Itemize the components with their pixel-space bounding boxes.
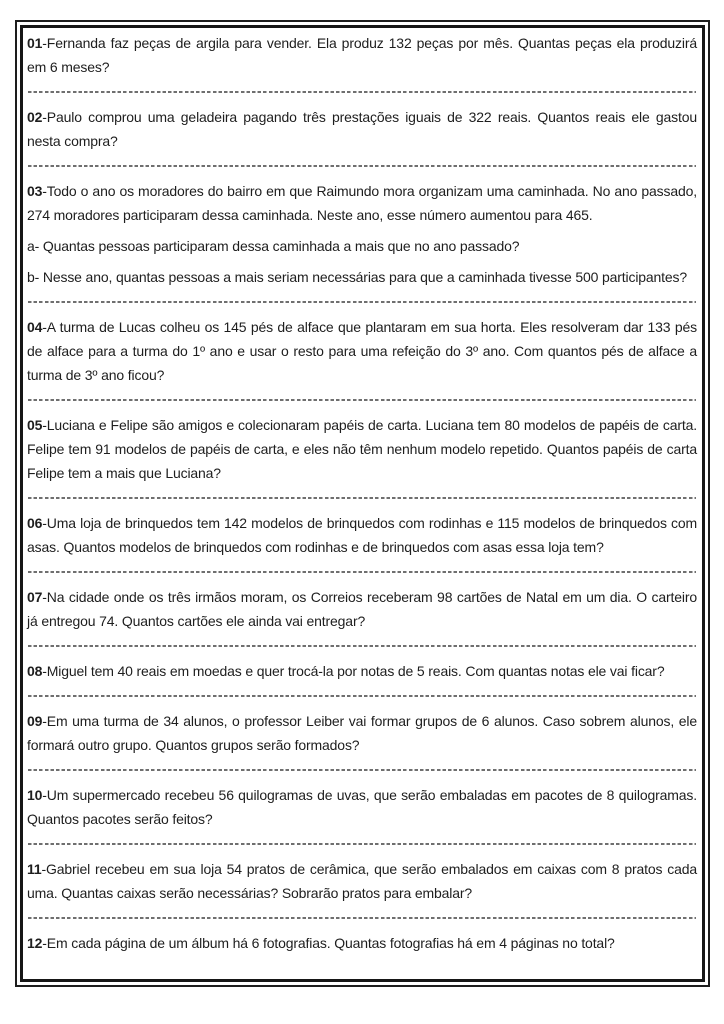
problem-text bbox=[27, 783, 697, 831]
problem-number: 02 bbox=[27, 109, 43, 125]
problem-02 bbox=[27, 104, 697, 154]
problem-subitem-a: a- Quantas pessoas participaram dessa caminhada a mais que no ano passado? bbox=[27, 238, 520, 254]
problem-12 bbox=[27, 930, 697, 956]
problem-number: 05 bbox=[27, 417, 43, 433]
problem-text bbox=[27, 585, 697, 633]
problem-10 bbox=[27, 782, 697, 832]
answer-line bbox=[28, 497, 696, 499]
problem-body: -Todo o ano os moradores do bairro em que Raimundo mora organizam uma caminhada. No ano passado, 274 moradores participaram dessa caminhada. Neste ano, esse número aumentou para 465. bbox=[27, 183, 697, 223]
problem-number: 07 bbox=[27, 589, 43, 605]
problem-06 bbox=[27, 510, 697, 560]
answer-line bbox=[28, 843, 696, 845]
answer-line bbox=[28, 165, 696, 167]
problem-number: 08 bbox=[27, 663, 43, 679]
problem-number: 10 bbox=[27, 787, 43, 803]
problem-text bbox=[27, 31, 697, 79]
problem-number: 01 bbox=[27, 35, 43, 51]
problem-body: -A turma de Lucas colheu os 145 pés de alface que plantaram em sua horta. Eles resolveram dar 133 pés de alface para a turma do 1º ano e usar o resto para uma refeição do 3º ano. Com quantos pés de alface a turma de 3º ano ficou? bbox=[27, 319, 697, 383]
problem-body: -Uma loja de brinquedos tem 142 modelos de brinquedos com rodinhas e 115 modelos de brinquedos com asas. Quantos modelos de brinquedos com rodinhas e de brinquedos com asas essa loja tem? bbox=[27, 515, 697, 555]
answer-line bbox=[28, 301, 696, 303]
problem-number: 11 bbox=[27, 861, 42, 877]
answer-line bbox=[28, 695, 696, 697]
problem-body: -Paulo comprou uma geladeira pagando três prestações iguais de 322 reais. Quantos reais ele gastou nesta compra? bbox=[27, 109, 697, 149]
problem-text bbox=[27, 857, 697, 905]
problem-text bbox=[27, 413, 697, 485]
problem-number: 03 bbox=[27, 183, 43, 199]
problem-body: -Em uma turma de 34 alunos, o professor Leiber vai formar grupos de 6 alunos. Caso sobrem alunos, ele formará outro grupo. Quantos grupos serão formados? bbox=[27, 713, 697, 753]
problem-11 bbox=[27, 856, 697, 906]
problem-05 bbox=[27, 412, 697, 486]
problem-text bbox=[27, 105, 697, 153]
answer-line bbox=[28, 571, 696, 573]
problem-body: -Fernanda faz peças de argila para vender. Ela produz 132 peças por mês. Quantas peças ela produzirá em 6 meses? bbox=[27, 35, 697, 75]
problem-body: -Luciana e Felipe são amigos e colecionaram papéis de carta. Luciana tem 80 modelos de papéis de carta. Felipe tem 91 modelos de papéis de carta, e eles não têm nenhum modelo repetido. Quantos papéis de carta Felipe tem a mais que Luciana? bbox=[27, 417, 697, 481]
answer-line bbox=[28, 399, 696, 401]
problem-text bbox=[27, 659, 697, 683]
problem-text bbox=[27, 179, 697, 227]
problem-09 bbox=[27, 708, 697, 758]
worksheet-frame bbox=[15, 20, 710, 987]
problem-01 bbox=[27, 30, 697, 80]
problem-body: -Em cada página de um álbum há 6 fotografias. Quantas fotografias há em 4 páginas no total? bbox=[42, 935, 615, 951]
problem-04 bbox=[27, 314, 697, 388]
problem-number: 09 bbox=[27, 713, 43, 729]
problem-text bbox=[27, 315, 697, 387]
problem-08 bbox=[27, 658, 697, 684]
problem-text bbox=[27, 709, 697, 757]
problem-body: -Gabriel recebeu em sua loja 54 pratos de cerâmica, que serão embalados em caixas com 8 pratos cada uma. Quantas caixas serão necessárias? Sobrarão pratos para embalar? bbox=[27, 861, 697, 901]
problem-07 bbox=[27, 584, 697, 634]
problem-number: 04 bbox=[27, 319, 43, 335]
answer-line bbox=[28, 645, 696, 647]
worksheet-content bbox=[20, 25, 705, 982]
problem-number: 06 bbox=[27, 515, 43, 531]
problem-body: -Miguel tem 40 reais em moedas e quer trocá-la por notas de 5 reais. Com quantas notas ele vai ficar? bbox=[42, 663, 665, 679]
problem-text bbox=[27, 931, 697, 955]
problem-subitem-b: b- Nesse ano, quantas pessoas a mais seriam necessárias para que a caminhada tivesse 500 participantes? bbox=[27, 269, 688, 285]
answer-line bbox=[28, 917, 696, 919]
answer-line bbox=[28, 91, 696, 93]
problem-body: -Na cidade onde os três irmãos moram, os Correios receberam 98 cartões de Natal em um dia. O carteiro já entregou 74. Quantos cartões ele ainda vai entregar? bbox=[27, 589, 697, 629]
problem-number: 12 bbox=[27, 935, 43, 951]
problem-03 bbox=[27, 178, 697, 290]
problem-text bbox=[27, 511, 697, 559]
problem-body: -Um supermercado recebeu 56 quilogramas de uvas, que serão embaladas em pacotes de 8 quilogramas. Quantos pacotes serão feitos? bbox=[27, 787, 697, 827]
answer-line bbox=[28, 769, 696, 771]
